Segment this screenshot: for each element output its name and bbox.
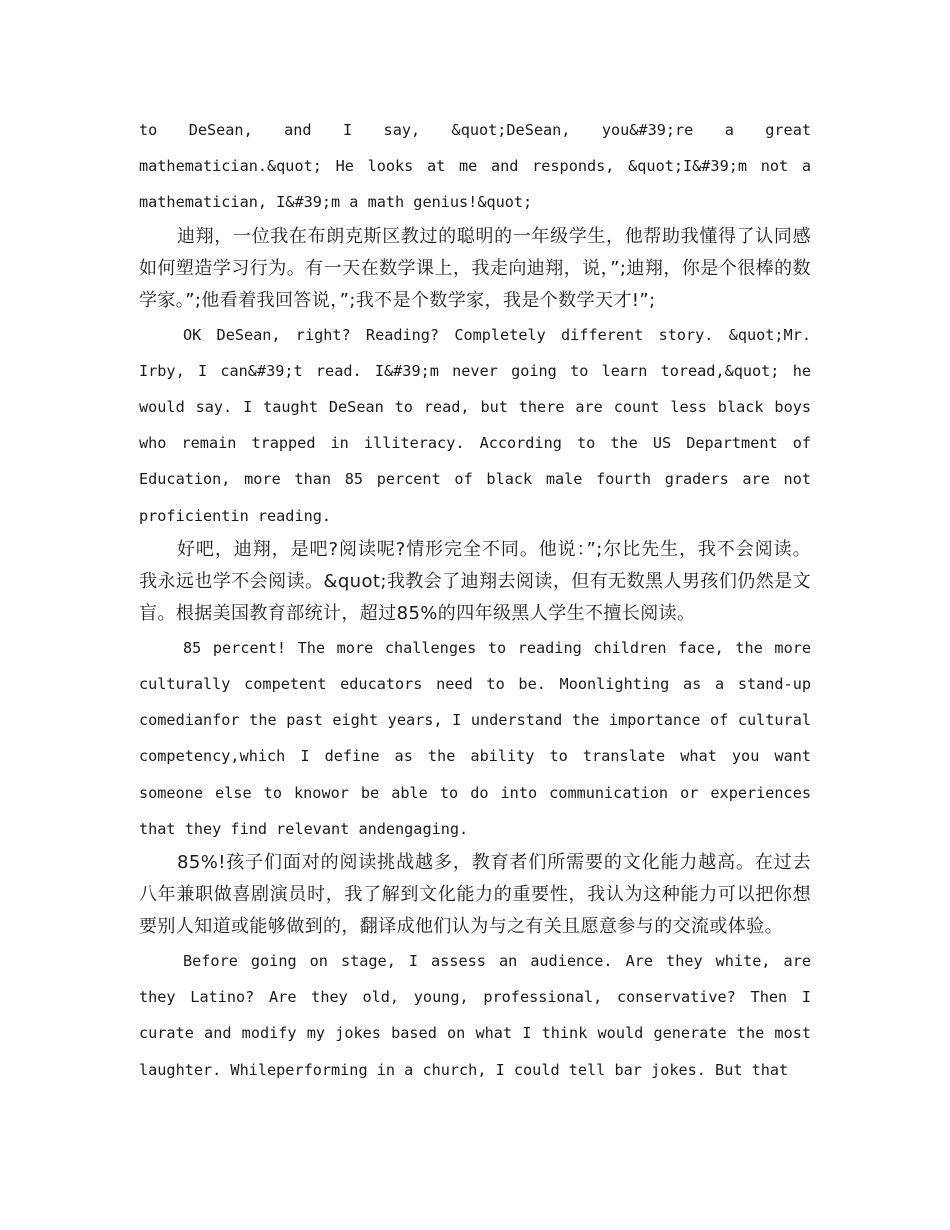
paragraph-zh-3: 85%!孩子们面对的阅读挑战越多，教育者们所需要的文化能力越高。在过去八年兼职做喜剧演员时，我了解到文化能力的重要性，我认为这种能力可以把你想要别人知道或能够做到的，翻译成他们认为与之有关且愿意参与的交流或体验。 (139, 852, 811, 938)
document-page (139, 112, 811, 1088)
paragraph-zh-1: 迪翔，一位我在布朗克斯区教过的聪明的一年级学生，他帮助我懂得了认同感如何塑造学习行为。有一天在数学课上，我走向迪翔，说，”;迪翔，你是个很棒的数学家。”;他看着我回答说，”;我不是个数学家，我是个数学天才!”; (139, 225, 811, 311)
paragraph-en-1: to DeSean, and I say, &quot;DeSean, you&#39;re a great mathematician.&quot; He looks at me and responds, &quot;I&#39;m not a mathematician, I&#39;m a math genius!&quot; (139, 121, 811, 212)
paragraph-en-2: OK DeSean, right? Reading? Completely different story. &quot;Mr. Irby, I can&#39;t read. I&#39;m never going to learn toread,&quot; he would say. I taught DeSean to read, but there are count less black boys who remain trapped in illiteracy. According to the US Department of Education, more than 85 percent of black male fourth graders are not proficientin reading. (139, 325, 811, 525)
paragraph-en-3: 85 percent! The more challenges to reading children face, the more culturally competent educators need to be. Moonlighting as a stand-up comedianfor the past eight years, I understand the importance of cultural competency,which I define as the ability to translate what you want someone else to knowor be able to do into communication or experiences that they find relevant andengaging. (139, 638, 811, 838)
paragraph-en-4: Before going on stage, I assess an audience. Are they white, are they Latino? Are they old, young, professional, conservative? Then I curate and modify my jokes based on what I think would generate the most laughter. Whileperforming in a church, I could tell bar jokes. But that (139, 952, 811, 1079)
paragraph-zh-2: 好吧，迪翔，是吧?阅读呢?情形完全不同。他说：”;尔比先生，我不会阅读。我永远也学不会阅读。&quot;我教会了迪翔去阅读，但有无数黑人男孩们仍然是文盲。根据美国教育部统计，超过85%的四年级黑人学生不擅长阅读。 (139, 538, 811, 624)
